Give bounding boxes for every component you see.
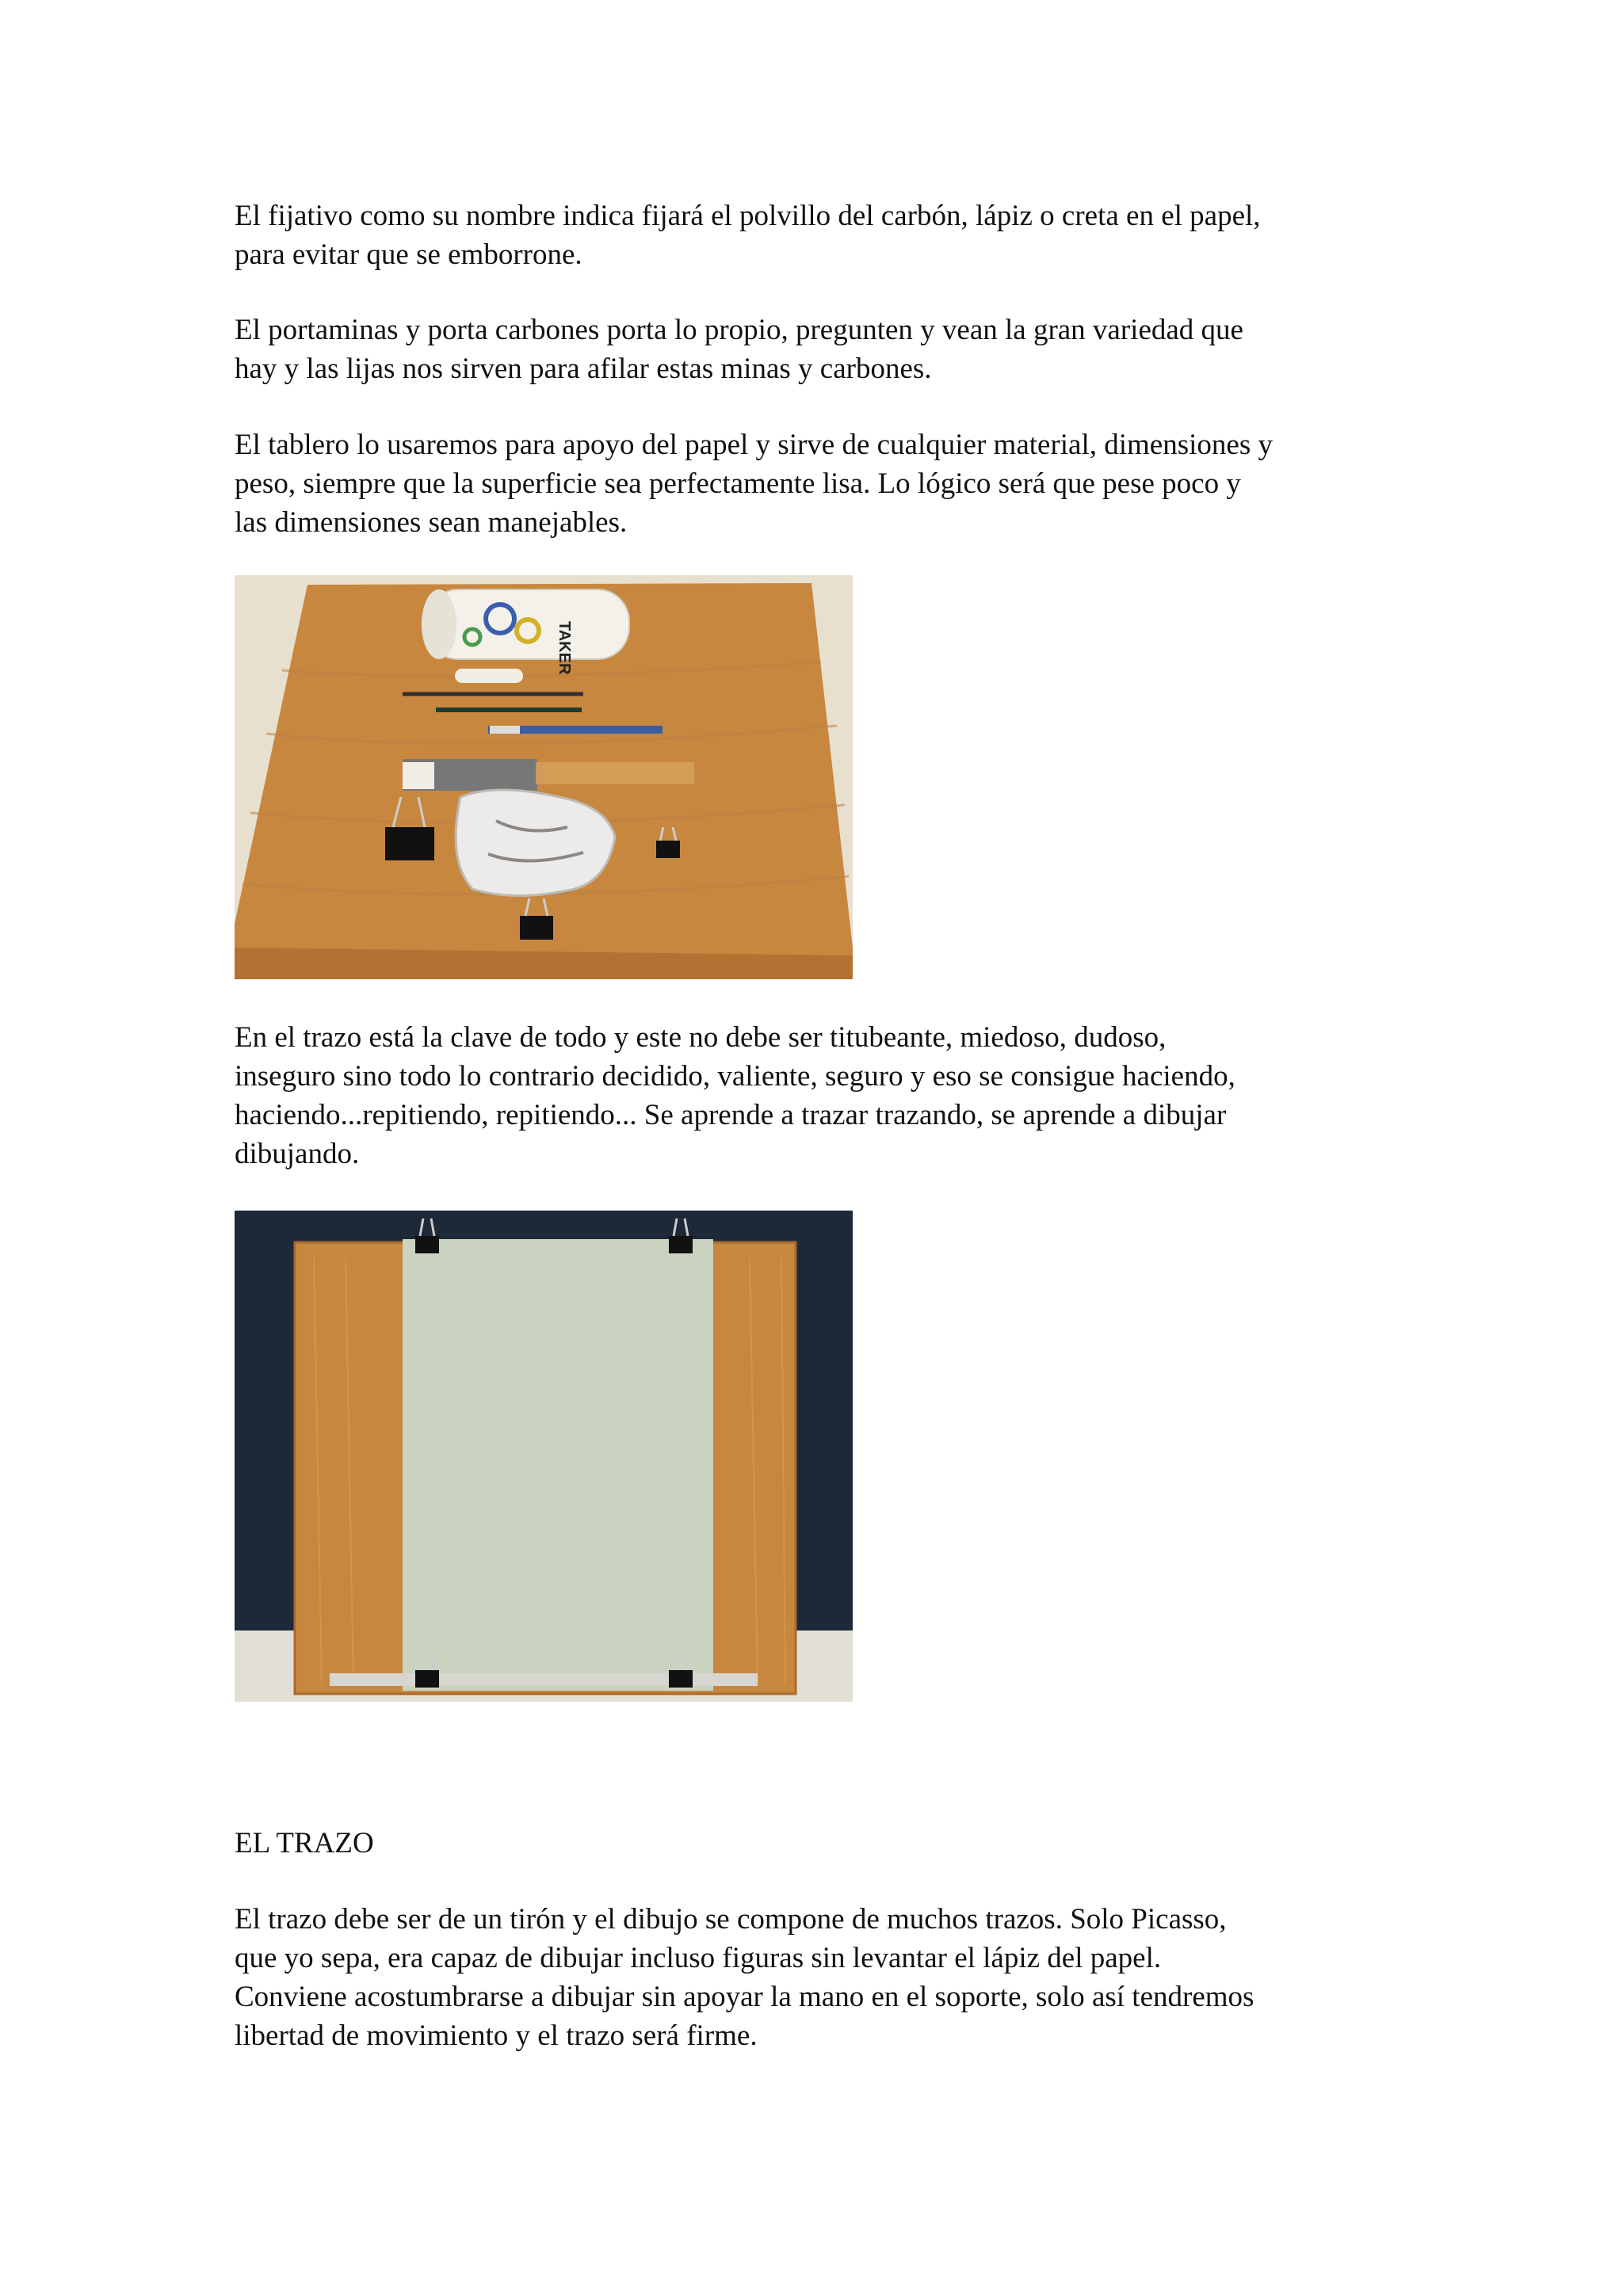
chalk-stick	[455, 669, 523, 683]
text-line: El fijativo como su nombre indica fijará el polvillo del carbón, lápiz o creta en el papel,	[235, 200, 1261, 232]
text-line: hay y las lijas nos sirven para afilar estas minas y carbones.	[235, 353, 932, 385]
text-line: peso, siempre que la superficie sea perfectamente lisa. Lo lógico será que pese poco y	[235, 467, 1241, 500]
heading-el-trazo: EL TRAZO	[235, 1827, 374, 1859]
text-line: haciendo...repitiendo, repitiendo... Se aprende a trazar trazando, se aprende a dibujar	[235, 1099, 1227, 1131]
photo-drawing-board-image	[235, 1211, 853, 1702]
text-line: Conviene acostumbrarse a dibujar sin apoyar la mano en el soporte, solo así tendremos	[235, 1981, 1254, 2013]
paragraph-fijativo	[235, 196, 1423, 274]
paragraph-tablero	[235, 425, 1423, 542]
ruler	[536, 762, 694, 784]
text-line: El tablero lo usaremos para apoyo del papel y sirve de cualquier material, dimensiones y	[235, 429, 1273, 461]
text-line: libertad de movimiento y el trazo será firme.	[235, 2019, 758, 2052]
text-line: para evitar que se emborrone.	[235, 238, 582, 271]
paragraph-trazo-de-un-tiron	[235, 1900, 1423, 2055]
section-heading	[235, 1824, 1423, 1863]
text-line: El portaminas y porta carbones porta lo propio, pregunten y vean la gran variedad que	[235, 314, 1243, 346]
photo-drawing-materials-image	[235, 575, 853, 979]
text-line: dibujando.	[235, 1138, 360, 1170]
photo-drawing-materials	[235, 575, 853, 979]
paragraph-portaminas	[235, 311, 1423, 388]
tube-label: TAKER	[556, 621, 573, 675]
text-line: En el trazo está la clave de todo y este no debe ser titubeante, miedoso, dudoso,	[235, 1021, 1167, 1054]
text-line: El trazo debe ser de un tirón y el dibujo se compone de muchos trazos. Solo Picasso,	[235, 1903, 1227, 1936]
paragraph-clave-del-trazo	[235, 1018, 1423, 1173]
text-line: que yo sepa, era capaz de dibujar incluso figuras sin levantar el lápiz del papel.	[235, 1942, 1162, 1974]
text-line: las dimensiones sean manejables.	[235, 506, 628, 539]
text-line: inseguro sino todo lo contrario decidido, valiente, seguro y eso se consigue haciendo,	[235, 1060, 1235, 1093]
photo-drawing-board	[235, 1211, 853, 1702]
drawing-paper	[403, 1239, 713, 1691]
